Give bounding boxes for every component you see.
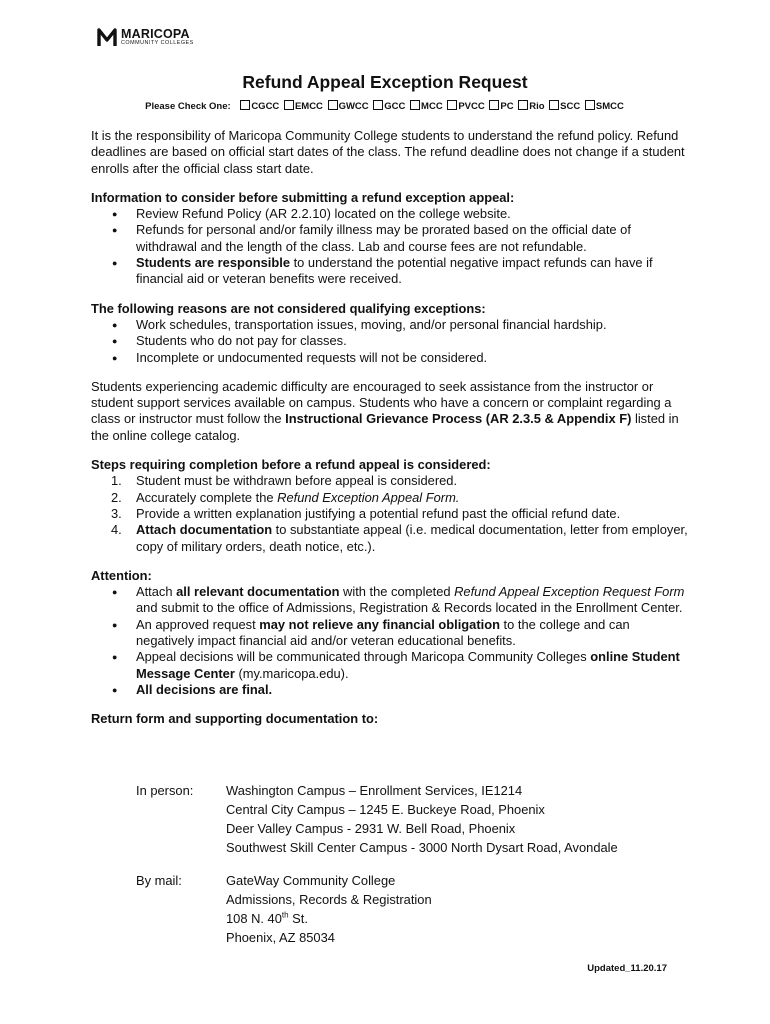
campus-checkbox-pvcc[interactable]: PVCC bbox=[447, 100, 484, 112]
campus-check-row bbox=[0, 100, 770, 112]
campus-checkbox-mcc[interactable]: MCC bbox=[410, 100, 443, 112]
list-item: ● All decisions are final. bbox=[91, 682, 691, 698]
list-item: ● Students are responsible to understand the potential negative impact refunds can have if financial aid or veteran benefits were received. bbox=[91, 255, 691, 288]
updated-date: Updated_11.20.17 bbox=[587, 963, 667, 974]
maricopa-logo bbox=[97, 24, 194, 50]
in-person-label: In person: bbox=[136, 783, 194, 798]
list-item: ● Attach all relevant documentation with the completed Refund Appeal Exception Request Form and submit to the office of Admissions, Registration & Records located in the Enrollment Center. bbox=[91, 584, 691, 617]
address-line: Admissions, Records & Registration bbox=[226, 892, 432, 907]
return-heading: Return form and supporting documentation to: bbox=[91, 711, 379, 727]
attention-list bbox=[91, 584, 691, 698]
address-line: Phoenix, AZ 85034 bbox=[226, 930, 335, 945]
nonqual-list bbox=[91, 317, 691, 366]
campus-checkbox-rio[interactable]: Rio bbox=[518, 100, 544, 112]
info-heading: Information to consider before submitting a refund exception appeal: bbox=[91, 189, 515, 205]
address-line: Southwest Skill Center Campus - 3000 North Dysart Road, Avondale bbox=[226, 840, 618, 855]
list-item: 3. Provide a written explanation justifying a potential refund past the official refund date. bbox=[111, 505, 621, 521]
info-list bbox=[91, 206, 691, 287]
address-line: Washington Campus – Enrollment Services, IE1214 bbox=[226, 783, 523, 798]
address-line: Central City Campus – 1245 E. Buckeye Road, Phoenix bbox=[226, 802, 545, 817]
address-line: 108 N. 40th St. bbox=[226, 910, 308, 926]
list-item: 1. Student must be withdrawn before appeal is considered. bbox=[111, 473, 458, 489]
campus-checkbox-gcc[interactable]: GCC bbox=[373, 100, 405, 112]
maricopa-logo-icon bbox=[97, 26, 117, 48]
page-title: Refund Appeal Exception Request bbox=[242, 72, 528, 92]
campus-checkbox-cgcc[interactable]: CGCC bbox=[240, 100, 279, 112]
list-item: ● Appeal decisions will be communicated through Maricopa Community Colleges online Student Message Center (my.maricopa.edu). bbox=[91, 649, 691, 682]
campus-checkbox-pc[interactable]: PC bbox=[489, 100, 513, 112]
list-item: ● Refunds for personal and/or family illness may be prorated based on the official date of withdrawal and the length of the class. Lab and course fees are not refundable. bbox=[91, 222, 691, 255]
campus-checkbox-emcc[interactable]: EMCC bbox=[284, 100, 323, 112]
list-item: 4. Attach documentation to substantiate appeal (i.e. medical documentation, letter from employer, copy of military orders, death notice, etc.). bbox=[111, 522, 688, 554]
list-item: ● An approved request may not relieve any financial obligation to the college and can negatively impact financial aid and/or veteran educational benefits. bbox=[91, 617, 691, 650]
document-body bbox=[91, 128, 691, 728]
attention-heading: Attention: bbox=[91, 567, 152, 583]
steps-list bbox=[91, 473, 691, 554]
campus-checkbox-smcc[interactable]: SMCC bbox=[585, 100, 624, 112]
list-item: 2. Accurately complete the Refund Exception Appeal Form. bbox=[111, 489, 460, 505]
nonqual-heading: The following reasons are not considered qualifying exceptions: bbox=[91, 300, 486, 316]
intro-paragraph: It is the responsibility of Maricopa Community College students to understand the refund policy. Refund deadlines are based on official start dates of the class. The refund deadline does not change if a student enrolls after the official class start date. bbox=[91, 128, 685, 176]
logo-subtitle: COMMUNITY COLLEGES bbox=[121, 40, 194, 47]
list-item: ● Review Refund Policy (AR 2.2.10) located on the college website. bbox=[91, 206, 691, 222]
check-label: Please Check One: bbox=[145, 101, 231, 112]
logo-name: MARICOPA bbox=[121, 26, 190, 41]
address-line: Deer Valley Campus - 2931 W. Bell Road, Phoenix bbox=[226, 821, 516, 836]
campus-checkbox-scc[interactable]: SCC bbox=[549, 100, 580, 112]
campus-checkbox-gwcc[interactable]: GWCC bbox=[328, 100, 369, 112]
list-item: ● Work schedules, transportation issues, moving, and/or personal financial hardship. bbox=[91, 317, 691, 333]
address-line: GateWay Community College bbox=[226, 873, 396, 888]
academic-paragraph: Students experiencing academic difficulty are encouraged to seek assistance from the instructor or student support services available on campus. Students who have a concern or complaint regarding a class or instructor must follow the Instructional Grievance Process (AR 2.3.5 & Appendix F) listed in the online college catalog. bbox=[91, 378, 679, 443]
list-item: ● Students who do not pay for classes. bbox=[91, 333, 691, 349]
list-item: ● Incomplete or undocumented requests will not be considered. bbox=[91, 350, 691, 366]
steps-heading: Steps requiring completion before a refund appeal is considered: bbox=[91, 457, 491, 473]
mail-label: By mail: bbox=[136, 873, 182, 888]
